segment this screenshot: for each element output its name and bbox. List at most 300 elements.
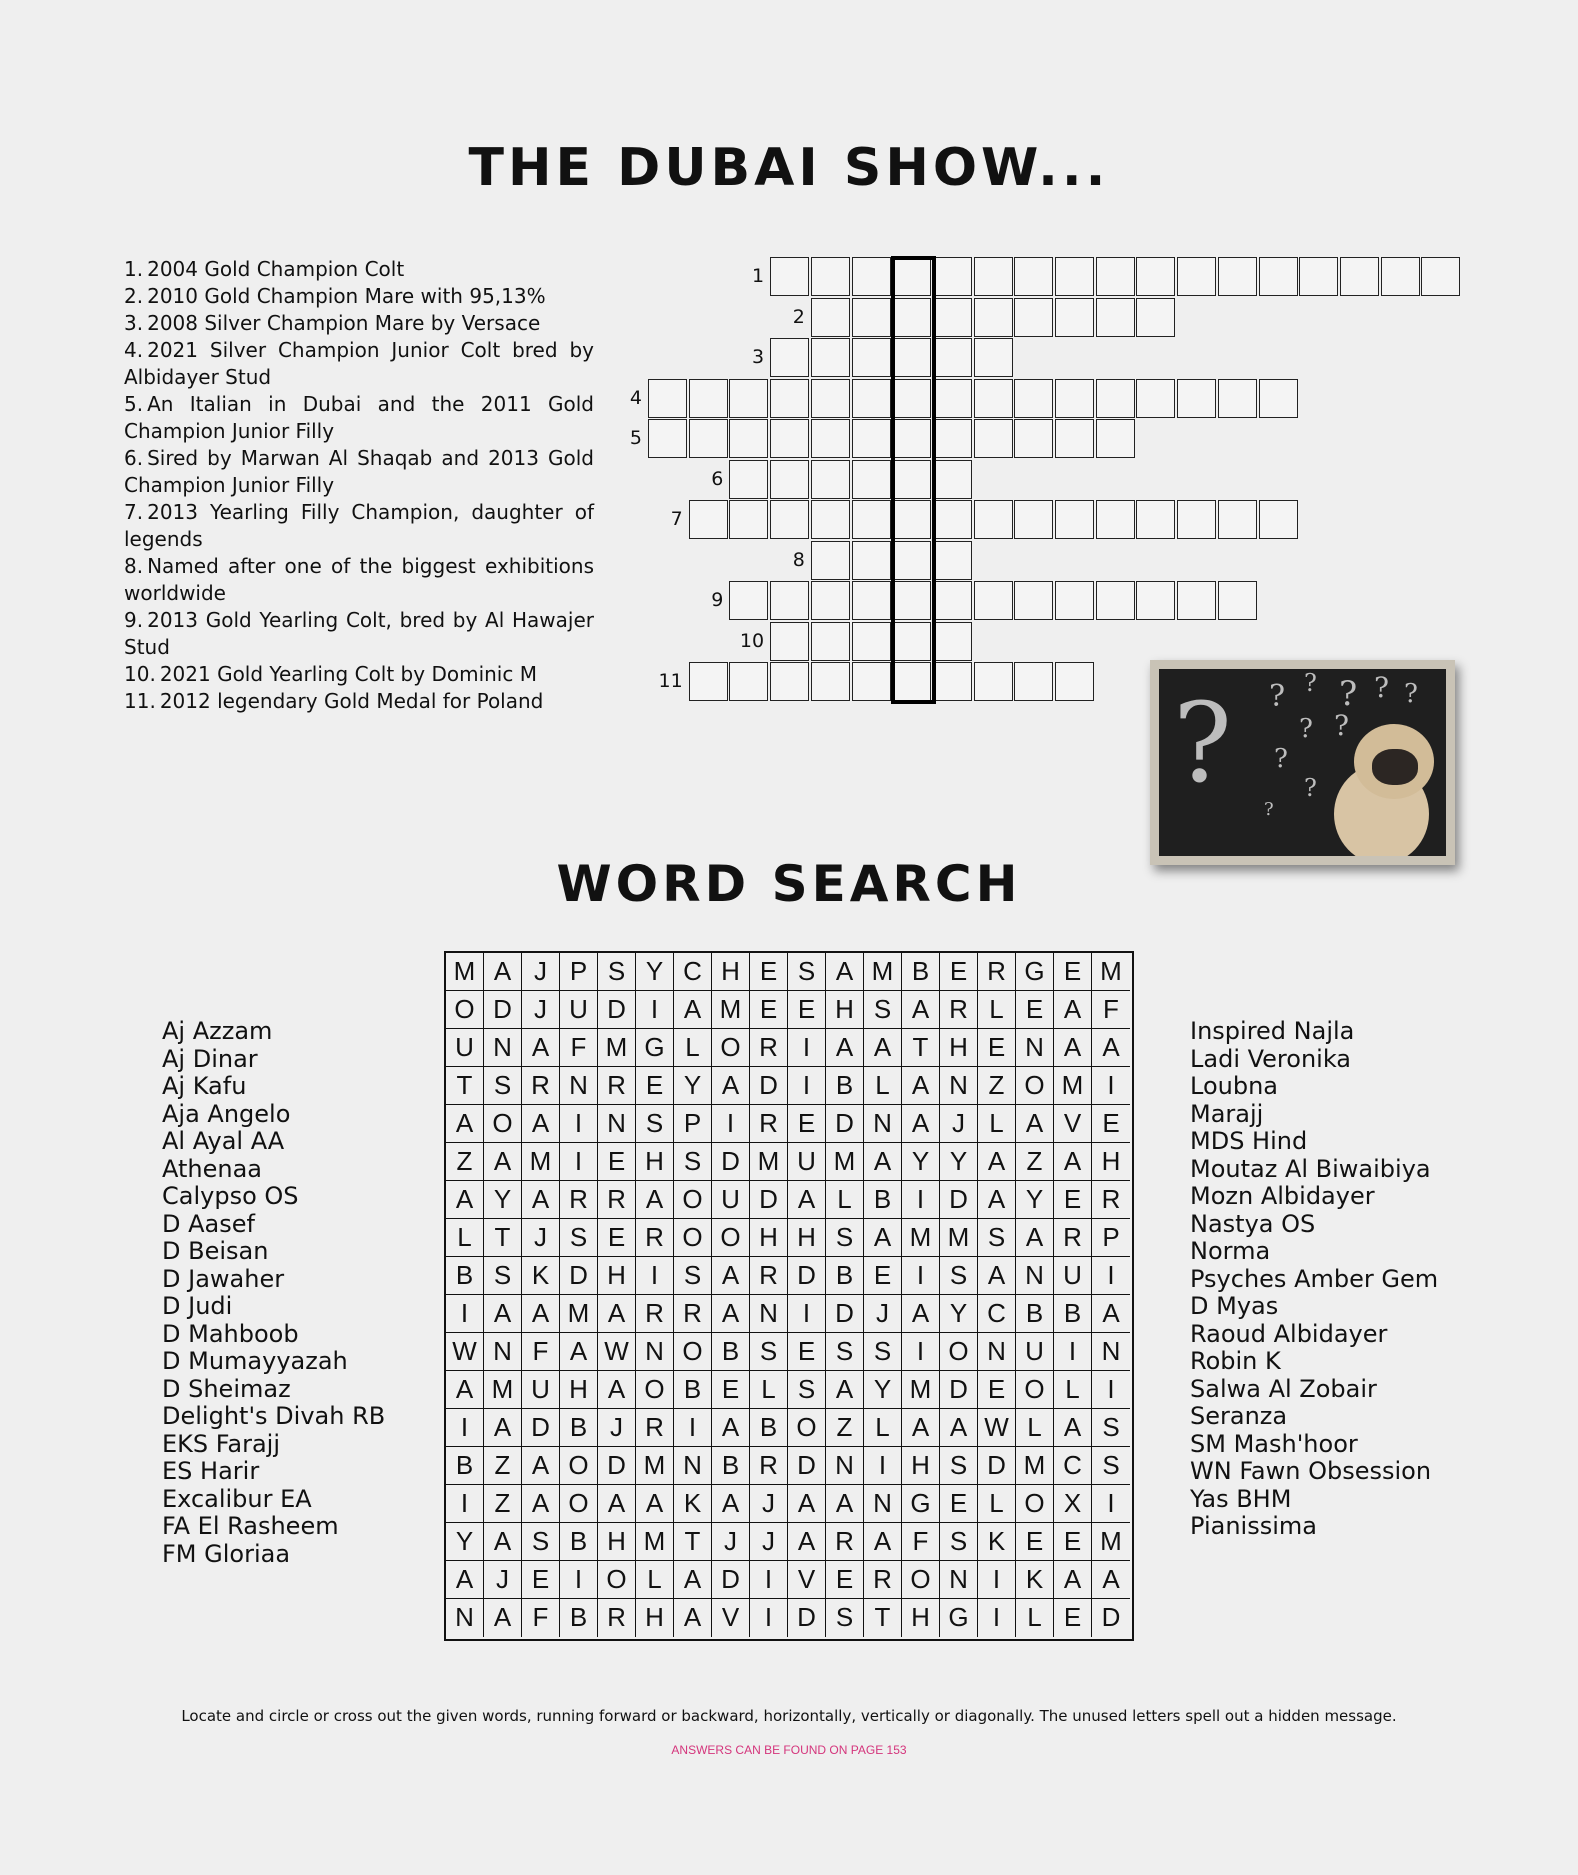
wordsearch-letter[interactable]: S: [674, 1257, 712, 1295]
wordsearch-letter[interactable]: I: [864, 1447, 902, 1485]
crossword-cell[interactable]: [933, 541, 972, 580]
wordsearch-letter[interactable]: S: [598, 953, 636, 991]
crossword-cell[interactable]: [1096, 257, 1135, 296]
crossword-cell[interactable]: [1014, 419, 1053, 458]
wordsearch-letter[interactable]: A: [484, 1409, 522, 1447]
wordsearch-letter[interactable]: S: [674, 1143, 712, 1181]
wordsearch-letter[interactable]: S: [940, 1523, 978, 1561]
wordsearch-letter[interactable]: S: [484, 1067, 522, 1105]
crossword-cell[interactable]: [1055, 581, 1094, 620]
wordsearch-letter[interactable]: N: [674, 1447, 712, 1485]
wordsearch-letter[interactable]: A: [446, 1371, 484, 1409]
wordsearch-letter[interactable]: D: [598, 991, 636, 1029]
wordsearch-letter[interactable]: O: [788, 1409, 826, 1447]
wordsearch-letter[interactable]: R: [560, 1181, 598, 1219]
wordsearch-letter[interactable]: O: [674, 1333, 712, 1371]
crossword-cell[interactable]: [729, 460, 768, 499]
wordsearch-letter[interactable]: O: [1016, 1371, 1054, 1409]
wordsearch-letter[interactable]: H: [636, 1143, 674, 1181]
crossword-cell[interactable]: [1177, 581, 1216, 620]
wordsearch-letter[interactable]: B: [446, 1257, 484, 1295]
wordsearch-letter[interactable]: C: [674, 953, 712, 991]
crossword-cell[interactable]: [1055, 419, 1094, 458]
wordsearch-letter[interactable]: I: [560, 1561, 598, 1599]
wordsearch-letter[interactable]: S: [940, 1257, 978, 1295]
wordsearch-letter[interactable]: I: [560, 1105, 598, 1143]
wordsearch-letter[interactable]: R: [598, 1181, 636, 1219]
wordsearch-letter[interactable]: A: [446, 1181, 484, 1219]
wordsearch-letter[interactable]: A: [826, 1029, 864, 1067]
wordsearch-letter[interactable]: G: [940, 1599, 978, 1637]
wordsearch-letter[interactable]: A: [902, 1067, 940, 1105]
wordsearch-letter[interactable]: M: [712, 991, 750, 1029]
crossword-cell[interactable]: [770, 460, 809, 499]
crossword-cell[interactable]: [689, 662, 728, 701]
wordsearch-letter[interactable]: L: [750, 1371, 788, 1409]
wordsearch-letter[interactable]: U: [560, 991, 598, 1029]
wordsearch-letter[interactable]: R: [598, 1067, 636, 1105]
wordsearch-letter[interactable]: I: [1092, 1371, 1130, 1409]
wordsearch-letter[interactable]: B: [750, 1409, 788, 1447]
wordsearch-letter[interactable]: D: [940, 1181, 978, 1219]
wordsearch-letter[interactable]: M: [1092, 953, 1130, 991]
wordsearch-letter[interactable]: S: [560, 1219, 598, 1257]
wordsearch-letter[interactable]: S: [484, 1257, 522, 1295]
wordsearch-letter[interactable]: A: [826, 953, 864, 991]
wordsearch-letter[interactable]: D: [750, 1181, 788, 1219]
wordsearch-letter[interactable]: D: [712, 1561, 750, 1599]
wordsearch-letter[interactable]: K: [1016, 1561, 1054, 1599]
wordsearch-letter[interactable]: R: [674, 1295, 712, 1333]
wordsearch-letter[interactable]: Y: [864, 1371, 902, 1409]
wordsearch-letter[interactable]: W: [978, 1409, 1016, 1447]
wordsearch-letter[interactable]: M: [636, 1447, 674, 1485]
wordsearch-letter[interactable]: A: [978, 1143, 1016, 1181]
wordsearch-letter[interactable]: R: [826, 1523, 864, 1561]
wordsearch-letter[interactable]: A: [864, 1029, 902, 1067]
wordsearch-letter[interactable]: M: [864, 953, 902, 991]
wordsearch-letter[interactable]: Y: [1016, 1181, 1054, 1219]
crossword-cell[interactable]: [1218, 500, 1257, 539]
wordsearch-letter[interactable]: R: [636, 1295, 674, 1333]
crossword-cell[interactable]: [1014, 662, 1053, 701]
wordsearch-letter[interactable]: F: [522, 1333, 560, 1371]
wordsearch-letter[interactable]: O: [674, 1181, 712, 1219]
crossword-cell[interactable]: [729, 379, 768, 418]
crossword-cell[interactable]: [1218, 379, 1257, 418]
crossword-cell[interactable]: [1381, 257, 1420, 296]
wordsearch-letter[interactable]: A: [940, 1409, 978, 1447]
wordsearch-letter[interactable]: A: [712, 1067, 750, 1105]
crossword-cell[interactable]: [729, 419, 768, 458]
crossword-cell[interactable]: [933, 338, 972, 377]
wordsearch-letter[interactable]: B: [712, 1447, 750, 1485]
wordsearch-letter[interactable]: A: [1054, 1409, 1092, 1447]
wordsearch-letter[interactable]: A: [674, 1561, 712, 1599]
wordsearch-letter[interactable]: D: [826, 1105, 864, 1143]
crossword-cell[interactable]: [1259, 257, 1298, 296]
wordsearch-letter[interactable]: R: [522, 1067, 560, 1105]
crossword-cell[interactable]: [1055, 298, 1094, 337]
wordsearch-letter[interactable]: H: [750, 1219, 788, 1257]
wordsearch-letter[interactable]: M: [1054, 1067, 1092, 1105]
wordsearch-letter[interactable]: M: [902, 1371, 940, 1409]
wordsearch-letter[interactable]: B: [560, 1409, 598, 1447]
wordsearch-letter[interactable]: M: [826, 1143, 864, 1181]
crossword-cell[interactable]: [811, 419, 850, 458]
wordsearch-letter[interactable]: A: [522, 1295, 560, 1333]
wordsearch-letter[interactable]: J: [522, 1219, 560, 1257]
wordsearch-letter[interactable]: E: [1054, 953, 1092, 991]
wordsearch-letter[interactable]: A: [522, 1447, 560, 1485]
wordsearch-letter[interactable]: A: [864, 1143, 902, 1181]
wordsearch-letter[interactable]: H: [636, 1599, 674, 1637]
wordsearch-letter[interactable]: H: [1092, 1143, 1130, 1181]
wordsearch-letter[interactable]: A: [636, 1181, 674, 1219]
wordsearch-letter[interactable]: J: [522, 991, 560, 1029]
crossword-cell[interactable]: [811, 379, 850, 418]
crossword-cell[interactable]: [1096, 419, 1135, 458]
wordsearch-letter[interactable]: E: [712, 1371, 750, 1409]
wordsearch-letter[interactable]: A: [788, 1523, 826, 1561]
wordsearch-letter[interactable]: D: [522, 1409, 560, 1447]
wordsearch-letter[interactable]: A: [712, 1409, 750, 1447]
wordsearch-letter[interactable]: E: [864, 1257, 902, 1295]
wordsearch-letter[interactable]: U: [1054, 1257, 1092, 1295]
wordsearch-letter[interactable]: K: [522, 1257, 560, 1295]
wordsearch-letter[interactable]: U: [1016, 1333, 1054, 1371]
wordsearch-letter[interactable]: Y: [636, 953, 674, 991]
wordsearch-letter[interactable]: I: [446, 1295, 484, 1333]
crossword-cell[interactable]: [933, 419, 972, 458]
crossword-cell[interactable]: [933, 581, 972, 620]
crossword-cell[interactable]: [770, 622, 809, 661]
wordsearch-letter[interactable]: Y: [940, 1143, 978, 1181]
wordsearch-letter[interactable]: A: [446, 1561, 484, 1599]
wordsearch-letter[interactable]: D: [598, 1447, 636, 1485]
wordsearch-letter[interactable]: H: [902, 1599, 940, 1637]
wordsearch-letter[interactable]: H: [712, 953, 750, 991]
wordsearch-letter[interactable]: P: [674, 1105, 712, 1143]
crossword-cell[interactable]: [852, 460, 891, 499]
wordsearch-letter[interactable]: L: [864, 1409, 902, 1447]
wordsearch-letter[interactable]: E: [978, 1029, 1016, 1067]
wordsearch-letter[interactable]: M: [484, 1371, 522, 1409]
wordsearch-letter[interactable]: C: [1054, 1447, 1092, 1485]
wordsearch-letter[interactable]: E: [636, 1067, 674, 1105]
crossword-cell[interactable]: [1014, 581, 1053, 620]
wordsearch-letter[interactable]: B: [1054, 1295, 1092, 1333]
crossword-cell[interactable]: [729, 500, 768, 539]
crossword-cell[interactable]: [933, 298, 972, 337]
wordsearch-letter[interactable]: I: [788, 1295, 826, 1333]
wordsearch-letter[interactable]: M: [560, 1295, 598, 1333]
wordsearch-letter[interactable]: M: [1092, 1523, 1130, 1561]
wordsearch-letter[interactable]: A: [902, 991, 940, 1029]
crossword-cell[interactable]: [852, 500, 891, 539]
wordsearch-letter[interactable]: F: [560, 1029, 598, 1067]
wordsearch-letter[interactable]: N: [940, 1561, 978, 1599]
wordsearch-letter[interactable]: A: [598, 1295, 636, 1333]
wordsearch-letter[interactable]: I: [978, 1599, 1016, 1637]
crossword-cell[interactable]: [852, 338, 891, 377]
crossword-cell[interactable]: [933, 257, 972, 296]
wordsearch-letter[interactable]: L: [1054, 1371, 1092, 1409]
wordsearch-letter[interactable]: A: [522, 1181, 560, 1219]
wordsearch-letter[interactable]: I: [902, 1181, 940, 1219]
wordsearch-letter[interactable]: O: [560, 1447, 598, 1485]
wordsearch-letter[interactable]: S: [826, 1219, 864, 1257]
wordsearch-letter[interactable]: A: [522, 1029, 560, 1067]
crossword-cell[interactable]: [974, 338, 1013, 377]
crossword-cell[interactable]: [770, 500, 809, 539]
crossword-cell[interactable]: [1218, 581, 1257, 620]
wordsearch-letter[interactable]: E: [1092, 1105, 1130, 1143]
crossword-cell[interactable]: [974, 581, 1013, 620]
wordsearch-letter[interactable]: N: [864, 1105, 902, 1143]
wordsearch-letter[interactable]: L: [978, 1105, 1016, 1143]
wordsearch-letter[interactable]: D: [826, 1295, 864, 1333]
wordsearch-letter[interactable]: E: [1054, 1181, 1092, 1219]
wordsearch-letter[interactable]: R: [750, 1029, 788, 1067]
wordsearch-letter[interactable]: V: [788, 1561, 826, 1599]
wordsearch-letter[interactable]: A: [484, 1295, 522, 1333]
wordsearch-letter[interactable]: J: [864, 1295, 902, 1333]
wordsearch-letter[interactable]: J: [522, 953, 560, 991]
wordsearch-letter[interactable]: U: [446, 1029, 484, 1067]
wordsearch-letter[interactable]: H: [940, 1029, 978, 1067]
wordsearch-letter[interactable]: E: [788, 1105, 826, 1143]
wordsearch-letter[interactable]: S: [864, 1333, 902, 1371]
wordsearch-letter[interactable]: H: [598, 1523, 636, 1561]
wordsearch-letter[interactable]: A: [674, 1599, 712, 1637]
crossword-cell[interactable]: [1014, 379, 1053, 418]
wordsearch-letter[interactable]: P: [560, 953, 598, 991]
wordsearch-letter[interactable]: J: [750, 1485, 788, 1523]
crossword-cell[interactable]: [974, 257, 1013, 296]
wordsearch-letter[interactable]: Y: [484, 1181, 522, 1219]
wordsearch-letter[interactable]: M: [522, 1143, 560, 1181]
wordsearch-letter[interactable]: L: [446, 1219, 484, 1257]
wordsearch-letter[interactable]: D: [484, 991, 522, 1029]
wordsearch-letter[interactable]: S: [750, 1333, 788, 1371]
wordsearch-letter[interactable]: K: [978, 1523, 1016, 1561]
wordsearch-letter[interactable]: N: [484, 1333, 522, 1371]
wordsearch-letter[interactable]: Z: [446, 1143, 484, 1181]
wordsearch-letter[interactable]: B: [446, 1447, 484, 1485]
wordsearch-letter[interactable]: A: [712, 1485, 750, 1523]
wordsearch-letter[interactable]: B: [864, 1181, 902, 1219]
wordsearch-letter[interactable]: N: [636, 1333, 674, 1371]
wordsearch-letter[interactable]: L: [1016, 1599, 1054, 1637]
wordsearch-letter[interactable]: A: [826, 1485, 864, 1523]
crossword-cell[interactable]: [852, 257, 891, 296]
wordsearch-letter[interactable]: O: [636, 1371, 674, 1409]
wordsearch-letter[interactable]: U: [788, 1143, 826, 1181]
wordsearch-letter[interactable]: A: [712, 1295, 750, 1333]
crossword-cell[interactable]: [811, 622, 850, 661]
wordsearch-letter[interactable]: M: [940, 1219, 978, 1257]
crossword-cell[interactable]: [1055, 257, 1094, 296]
wordsearch-letter[interactable]: Y: [902, 1143, 940, 1181]
wordsearch-letter[interactable]: N: [1016, 1029, 1054, 1067]
wordsearch-letter[interactable]: I: [446, 1485, 484, 1523]
wordsearch-letter[interactable]: L: [674, 1029, 712, 1067]
wordsearch-letter[interactable]: A: [484, 1599, 522, 1637]
crossword-cell[interactable]: [1259, 500, 1298, 539]
crossword-cell[interactable]: [770, 257, 809, 296]
crossword-cell[interactable]: [689, 379, 728, 418]
wordsearch-letter[interactable]: M: [750, 1143, 788, 1181]
wordsearch-letter[interactable]: Z: [826, 1409, 864, 1447]
crossword-cell[interactable]: [1177, 379, 1216, 418]
wordsearch-letter[interactable]: F: [902, 1523, 940, 1561]
crossword-cell[interactable]: [974, 419, 1013, 458]
wordsearch-letter[interactable]: S: [864, 991, 902, 1029]
wordsearch-letter[interactable]: O: [902, 1561, 940, 1599]
wordsearch-letter[interactable]: R: [750, 1257, 788, 1295]
wordsearch-letter[interactable]: S: [522, 1523, 560, 1561]
wordsearch-letter[interactable]: A: [446, 1105, 484, 1143]
wordsearch-letter[interactable]: A: [1092, 1561, 1130, 1599]
crossword-cell[interactable]: [1299, 257, 1338, 296]
wordsearch-letter[interactable]: A: [484, 1523, 522, 1561]
crossword-cell[interactable]: [974, 379, 1013, 418]
crossword-cell[interactable]: [933, 460, 972, 499]
crossword-cell[interactable]: [1096, 298, 1135, 337]
wordsearch-letter[interactable]: O: [598, 1561, 636, 1599]
wordsearch-letter[interactable]: G: [1016, 953, 1054, 991]
wordsearch-letter[interactable]: N: [598, 1105, 636, 1143]
wordsearch-letter[interactable]: B: [826, 1067, 864, 1105]
wordsearch-letter[interactable]: X: [1054, 1485, 1092, 1523]
crossword-cell[interactable]: [770, 379, 809, 418]
wordsearch-letter[interactable]: Y: [446, 1523, 484, 1561]
wordsearch-letter[interactable]: A: [1054, 1143, 1092, 1181]
wordsearch-letter[interactable]: M: [446, 953, 484, 991]
crossword-cell[interactable]: [1055, 500, 1094, 539]
crossword-cell[interactable]: [729, 662, 768, 701]
wordsearch-letter[interactable]: T: [484, 1219, 522, 1257]
crossword-cell[interactable]: [1340, 257, 1379, 296]
wordsearch-letter[interactable]: R: [636, 1219, 674, 1257]
wordsearch-letter[interactable]: E: [940, 953, 978, 991]
crossword-cell[interactable]: [852, 541, 891, 580]
wordsearch-letter[interactable]: A: [1016, 1105, 1054, 1143]
wordsearch-letter[interactable]: E: [1054, 1523, 1092, 1561]
crossword-cell[interactable]: [770, 419, 809, 458]
crossword-cell[interactable]: [852, 662, 891, 701]
crossword-cell[interactable]: [933, 500, 972, 539]
wordsearch-letter[interactable]: H: [902, 1447, 940, 1485]
wordsearch-letter[interactable]: I: [1092, 1257, 1130, 1295]
wordsearch-letter[interactable]: E: [598, 1143, 636, 1181]
wordsearch-letter[interactable]: N: [1092, 1333, 1130, 1371]
wordsearch-letter[interactable]: S: [636, 1105, 674, 1143]
wordsearch-letter[interactable]: E: [1016, 1523, 1054, 1561]
wordsearch-letter[interactable]: N: [560, 1067, 598, 1105]
wordsearch-letter[interactable]: B: [712, 1333, 750, 1371]
wordsearch-letter[interactable]: O: [1016, 1485, 1054, 1523]
wordsearch-letter[interactable]: S: [978, 1219, 1016, 1257]
wordsearch-letter[interactable]: E: [750, 953, 788, 991]
wordsearch-letter[interactable]: E: [826, 1561, 864, 1599]
wordsearch-letter[interactable]: Y: [940, 1295, 978, 1333]
wordsearch-letter[interactable]: S: [788, 953, 826, 991]
wordsearch-letter[interactable]: R: [598, 1599, 636, 1637]
wordsearch-letter[interactable]: E: [522, 1561, 560, 1599]
wordsearch-letter[interactable]: G: [636, 1029, 674, 1067]
crossword-cell[interactable]: [1259, 379, 1298, 418]
wordsearch-letter[interactable]: A: [1016, 1219, 1054, 1257]
wordsearch-letter[interactable]: K: [674, 1485, 712, 1523]
wordsearch-letter[interactable]: S: [788, 1371, 826, 1409]
wordsearch-letter[interactable]: I: [1092, 1067, 1130, 1105]
wordsearch-letter[interactable]: G: [902, 1485, 940, 1523]
wordsearch-letter[interactable]: W: [598, 1333, 636, 1371]
wordsearch-letter[interactable]: E: [940, 1485, 978, 1523]
wordsearch-letter[interactable]: E: [788, 991, 826, 1029]
wordsearch-letter[interactable]: R: [750, 1447, 788, 1485]
crossword-cell[interactable]: [1096, 581, 1135, 620]
wordsearch-letter[interactable]: I: [674, 1409, 712, 1447]
crossword-cell[interactable]: [1218, 257, 1257, 296]
crossword-cell[interactable]: [933, 622, 972, 661]
wordsearch-letter[interactable]: A: [560, 1333, 598, 1371]
crossword-cell[interactable]: [811, 298, 850, 337]
wordsearch-letter[interactable]: F: [1092, 991, 1130, 1029]
wordsearch-letter[interactable]: B: [1016, 1295, 1054, 1333]
wordsearch-letter[interactable]: I: [1054, 1333, 1092, 1371]
crossword-cell[interactable]: [1421, 257, 1460, 296]
wordsearch-letter[interactable]: A: [1092, 1029, 1130, 1067]
wordsearch-letter[interactable]: A: [978, 1181, 1016, 1219]
wordsearch-letter[interactable]: E: [598, 1219, 636, 1257]
wordsearch-letter[interactable]: J: [940, 1105, 978, 1143]
wordsearch-letter[interactable]: U: [522, 1371, 560, 1409]
wordsearch-letter[interactable]: R: [750, 1105, 788, 1143]
crossword-cell[interactable]: [770, 338, 809, 377]
wordsearch-letter[interactable]: B: [902, 953, 940, 991]
wordsearch-letter[interactable]: A: [902, 1409, 940, 1447]
crossword-cell[interactable]: [852, 419, 891, 458]
crossword-cell[interactable]: [1136, 298, 1175, 337]
wordsearch-letter[interactable]: L: [978, 1485, 1016, 1523]
wordsearch-letter[interactable]: I: [750, 1599, 788, 1637]
wordsearch-letter[interactable]: A: [1054, 1029, 1092, 1067]
wordsearch-letter[interactable]: Z: [978, 1067, 1016, 1105]
wordsearch-letter[interactable]: A: [484, 953, 522, 991]
wordsearch-letter[interactable]: Z: [484, 1447, 522, 1485]
wordsearch-letter[interactable]: A: [978, 1257, 1016, 1295]
crossword-cell[interactable]: [852, 379, 891, 418]
wordsearch-letter[interactable]: F: [522, 1599, 560, 1637]
wordsearch-letter[interactable]: O: [1016, 1067, 1054, 1105]
wordsearch-letter[interactable]: N: [750, 1295, 788, 1333]
crossword-cell[interactable]: [974, 500, 1013, 539]
crossword-cell[interactable]: [1136, 257, 1175, 296]
wordsearch-letter[interactable]: T: [674, 1523, 712, 1561]
wordsearch-letter[interactable]: N: [484, 1029, 522, 1067]
wordsearch-letter[interactable]: I: [1092, 1485, 1130, 1523]
wordsearch-letter[interactable]: L: [636, 1561, 674, 1599]
wordsearch-letter[interactable]: A: [674, 991, 712, 1029]
wordsearch-letter[interactable]: Y: [674, 1067, 712, 1105]
wordsearch-letter[interactable]: A: [864, 1219, 902, 1257]
wordsearch-letter[interactable]: I: [560, 1143, 598, 1181]
wordsearch-letter[interactable]: E: [750, 991, 788, 1029]
wordsearch-letter[interactable]: I: [750, 1561, 788, 1599]
